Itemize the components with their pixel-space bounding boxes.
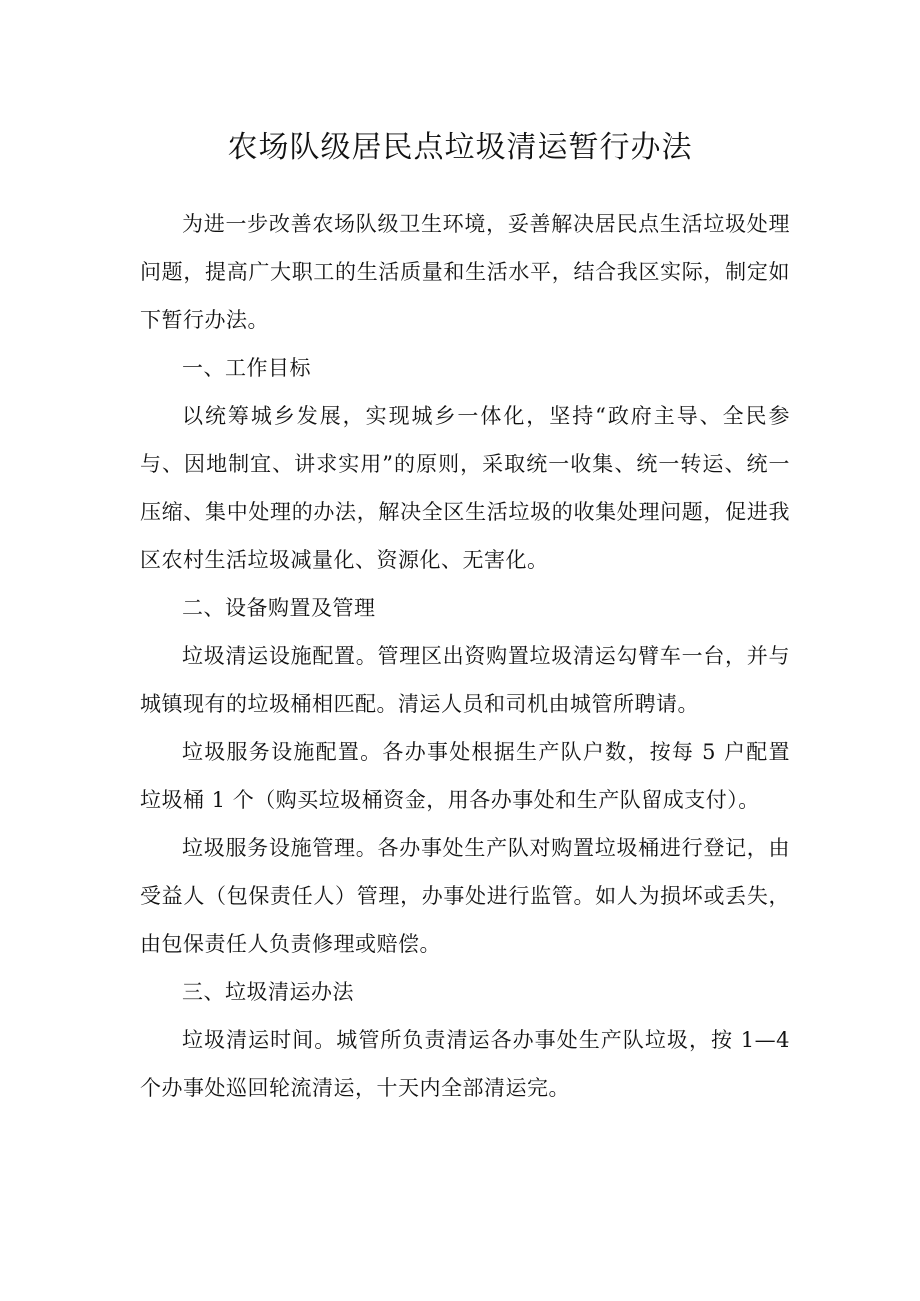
paragraph-service-management: 垃圾服务设施管理。各办事处生产队对购置垃圾桶进行登记，由受益人（包保责任人）管理，办事处进行监管。如人为损坏或丢失，由包保责任人负责修理或赔偿。: [140, 836, 790, 956]
paragraph-cleanup-time: 垃圾清运时间。城管所负责清运各办事处生产队垃圾，按 1—4 个办事处巡回轮流清运，十天内全部清运完。: [140, 1028, 790, 1100]
heading-equipment: 二、设备购置及管理: [182, 596, 376, 620]
paragraph-service-config: 垃圾服务设施配置。各办事处根据生产队户数，按每 5 户配置垃圾桶 1 个（购买垃圾桶资金，用各办事处和生产队留成支付）。: [140, 740, 790, 812]
document-title: 农场队级居民点垃圾清运暂行办法: [227, 130, 693, 165]
paragraph-equipment-config: 垃圾清运设施配置。管理区出资购置垃圾清运勾臂车一台，并与城镇现有的垃圾桶相匹配。清运人员和司机由城管所聘请。: [140, 644, 790, 716]
heading-cleanup-method: 三、垃圾清运办法: [182, 980, 354, 1004]
document-body: [140, 200, 790, 1112]
paragraph-intro: 为进一步改善农场队级卫生环境，妥善解决居民点生活垃圾处理问题，提高广大职工的生活质量和生活水平，结合我区实际，制定如下暂行办法。: [140, 212, 790, 332]
heading-work-goals: 一、工作目标: [182, 356, 311, 380]
paragraph-work-goals: 以统筹城乡发展，实现城乡一体化，坚持“政府主导、全民参与、因地制宜、讲求实用”的原则，采取统一收集、统一转运、统一压缩、集中处理的办法，解决全区生活垃圾的收集处理问题，促进我区农村生活垃圾减量化、资源化、无害化。: [140, 404, 790, 572]
